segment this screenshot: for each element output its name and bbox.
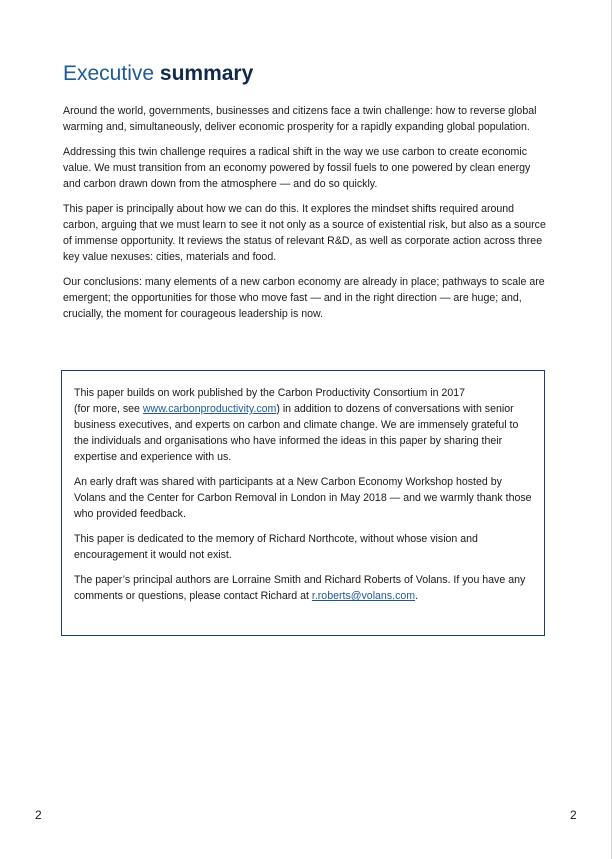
summary-paragraph-2: Addressing this twin challenge requires a radical shift in the way we use carbon to create economic value. We must transition from an economy powered by fossil fuels to one powered by clean energy and carbon drawn down from the atmosphere — and do so quickly. [63, 146, 531, 190]
ack-p1-line1: This paper builds on work published by the Carbon Productivity Consortium in 2017 [74, 387, 466, 399]
ack-p1-before-link: (for more, see [74, 403, 143, 415]
title-bold: summary [159, 62, 254, 85]
summary-paragraph-4: Our conclusions: many elements of a new carbon economy are already in place; pathways to scale are emergent; the opportunities for those who move fast — and in the right direction — are huge; and, crucially, the moment for courageous leadership is now. [63, 276, 545, 320]
summary-body [63, 103, 548, 331]
ack-paragraph-4 [74, 572, 532, 604]
page-number-left: 2 [35, 808, 42, 822]
page-number-right: 2 [570, 808, 577, 822]
summary-paragraph-3: This paper is principally about how we can do this. It explores the mindset shifts required around carbon, arguing that we must learn to see it not only as a source of existential risk, but also as a source of immense opportunity. It reviews the status of relevant R&D, as well as corporate action across three key value nexuses: cities, materials and food. [63, 203, 546, 263]
ack-paragraph-3: This paper is dedicated to the memory of Richard Northcote, without whose vision and encouragement it would not exist. [74, 533, 478, 561]
acknowledgements-box [61, 370, 545, 636]
ack-paragraph-2: An early draft was shared with participants at a New Carbon Economy Workshop hosted by Volans and the Center for Carbon Removal in London in May 2018 — and we warmly thank those who provided feedback. [74, 476, 532, 520]
email-link[interactable]: r.roberts@volans.com [311, 590, 416, 602]
title-regular: Executive [63, 62, 155, 85]
summary-paragraph-1: Around the world, governments, businesses and citizens face a twin challenge: how to reverse global warming and, simultaneously, deliver economic prosperity for a rapidly expanding global population. [63, 105, 537, 133]
carbon-productivity-link[interactable]: www.carbonproductivity.com [142, 403, 277, 415]
ack-p1-after-link: ) in addition to dozens of conversations with senior business executives, and experts on carbon and climate change. We are immensely grateful to the individuals and organisations who have informed the ideas in this paper by sharing their expertise and experience with us. [74, 403, 519, 463]
page-title [63, 60, 253, 88]
ack-p4-after-link: . [415, 590, 419, 602]
ack-p4-before-link: The paper’s principal authors are Lorraine Smith and Richard Roberts of Volans. If you have any comments or questions, please contact Richard at [74, 574, 526, 602]
ack-paragraph-1 [74, 385, 532, 465]
